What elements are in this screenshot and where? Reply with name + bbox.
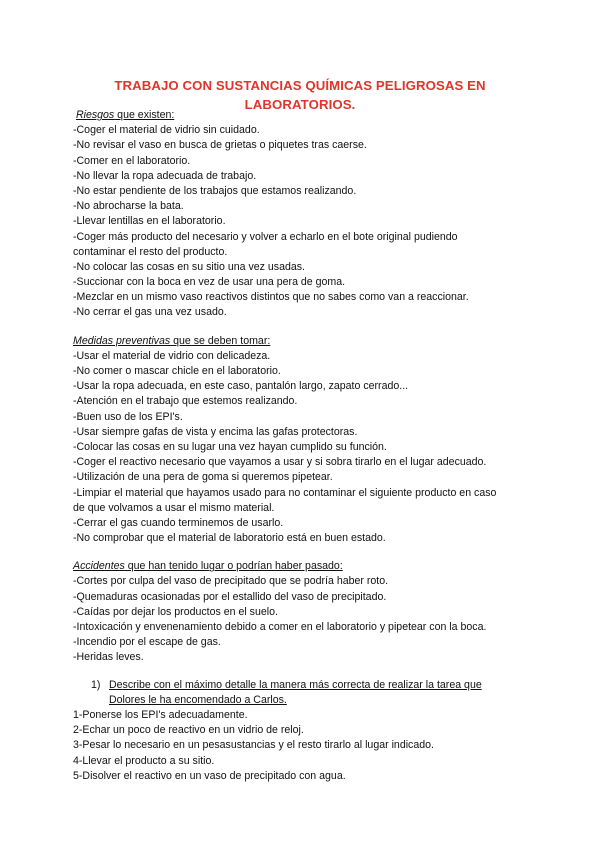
riesgos-heading-rest: que existen: — [114, 109, 175, 121]
list-item: -No comprobar que el material de laboratorio está en buen estado. — [73, 532, 386, 545]
accidentes-section — [73, 559, 553, 665]
step-item: 1-Ponerse los EPI's adecuadamente. — [73, 708, 248, 721]
list-item: -Utilización de una pera de goma si queremos pipetear. — [73, 471, 333, 484]
list-item: -Cerrar el gas cuando terminemos de usarlo. — [73, 516, 284, 529]
riesgos-heading-key: Riesgos — [75, 109, 115, 121]
question-block — [73, 678, 553, 708]
accidentes-heading — [73, 559, 553, 574]
medidas-heading-rest: que se deben tomar: — [170, 334, 271, 347]
list-item: -No abrocharse la bata. — [73, 200, 184, 213]
step-item: 4-Llevar el producto a su sitio. — [73, 754, 215, 767]
list-item: -Buen uso de los EPI's. — [73, 410, 183, 423]
list-item: -No comer o mascar chicle en el laboratorio. — [73, 365, 281, 377]
list-item: de que volvamos a usar el mismo material. — [73, 501, 275, 514]
list-item: -Mezclar en un mismo vaso reactivos distintos que no sabes como van a reaccionar. — [73, 291, 469, 304]
list-item: -Succionar con la boca en vez de usar una pera de goma. — [73, 276, 346, 289]
list-item: -Coger más producto del necesario y volver a echarlo en el bote original pudiendo — [73, 230, 458, 243]
list-item: -Heridas leves. — [73, 651, 144, 664]
list-item: -Limpiar el material que hayamos usado para no contaminar el siguiente producto en caso — [73, 486, 497, 499]
list-item: -Cortes por culpa del vaso de precipitado que se podría haber roto. — [73, 575, 389, 588]
step-item: 2-Echar un poco de reactivo en un vidrio de reloj. — [73, 724, 304, 737]
list-item: -Usar el material de vidrio con delicadeza. — [73, 349, 271, 362]
list-item: -Usar siempre gafas de vista y encima las gafas protectoras. — [73, 425, 358, 438]
list-item: contaminar el resto del producto. — [73, 245, 228, 258]
list-item: -Colocar las cosas en su lugar una vez hayan cumplido su función. — [73, 440, 387, 453]
list-item: -Caídas por dejar los productos en el suelo. — [73, 605, 278, 618]
list-item: -No estar pendiente de los trabajos que estamos realizando. — [73, 184, 357, 197]
list-item: -Intoxicación y envenenamiento debido a comer en el laboratorio y pipetear con la boca. — [73, 621, 487, 633]
medidas-heading-key: Medidas preventivas — [73, 334, 171, 347]
list-item: -No revisar el vaso en busca de grietas o piquetes tras caerse. — [73, 139, 367, 152]
question-line-1 — [73, 678, 553, 693]
steps-list — [73, 708, 553, 784]
question-text-1: Describe con el máximo detalle la manera más correcta de realizar la tarea que — [109, 678, 482, 691]
list-item: -Incendio por el escape de gas. — [73, 636, 221, 649]
question-text-2: Dolores le ha encomendado a Carlos. — [109, 693, 287, 706]
list-item: -Atención en el trabajo que estemos realizando. — [73, 395, 298, 408]
medidas-heading — [73, 334, 553, 349]
step-item: 3-Pesar lo necesario en un pesasustancias y el resto tirarlo al lugar indicado. — [73, 739, 434, 752]
step-item: 5-Disolver el reactivo en un vaso de precipitado con agua. — [73, 769, 346, 782]
list-item: -No cerrar el gas una vez usado. — [73, 306, 227, 319]
list-item: -Comer en el laboratorio. — [73, 154, 191, 167]
list-item: -Quemaduras ocasionadas por el estallido del vaso de precipitado. — [73, 590, 387, 603]
accidentes-heading-rest: que han tenido lugar o podrían haber pasado: — [124, 560, 343, 573]
document-body — [73, 108, 553, 784]
list-item: -Coger el material de vidrio sin cuidado. — [73, 124, 260, 137]
list-item: -No colocar las cosas en su sitio una vez usadas. — [73, 260, 306, 273]
riesgos-section — [73, 108, 553, 321]
accidentes-heading-key: Accidentes — [73, 560, 125, 573]
question-number: 1) — [91, 678, 101, 691]
title-line-2: LABORATORIOS. — [244, 97, 356, 112]
title-line-1: TRABAJO CON SUSTANCIAS QUÍMICAS PELIGROSAS EN — [114, 78, 486, 93]
list-item: -No llevar la ropa adecuada de trabajo. — [73, 169, 257, 182]
list-item: -Usar la ropa adecuada, en este caso, pantalón largo, zapato cerrado... — [73, 380, 409, 393]
list-item: -Coger el reactivo necesario que vayamos a usar y si sobra tirarlo en el lugar adecuado. — [73, 456, 487, 469]
question-line-2 — [73, 693, 553, 708]
list-item: -Llevar lentillas en el laboratorio. — [73, 215, 226, 228]
medidas-section — [73, 334, 553, 547]
riesgos-heading — [73, 108, 553, 123]
